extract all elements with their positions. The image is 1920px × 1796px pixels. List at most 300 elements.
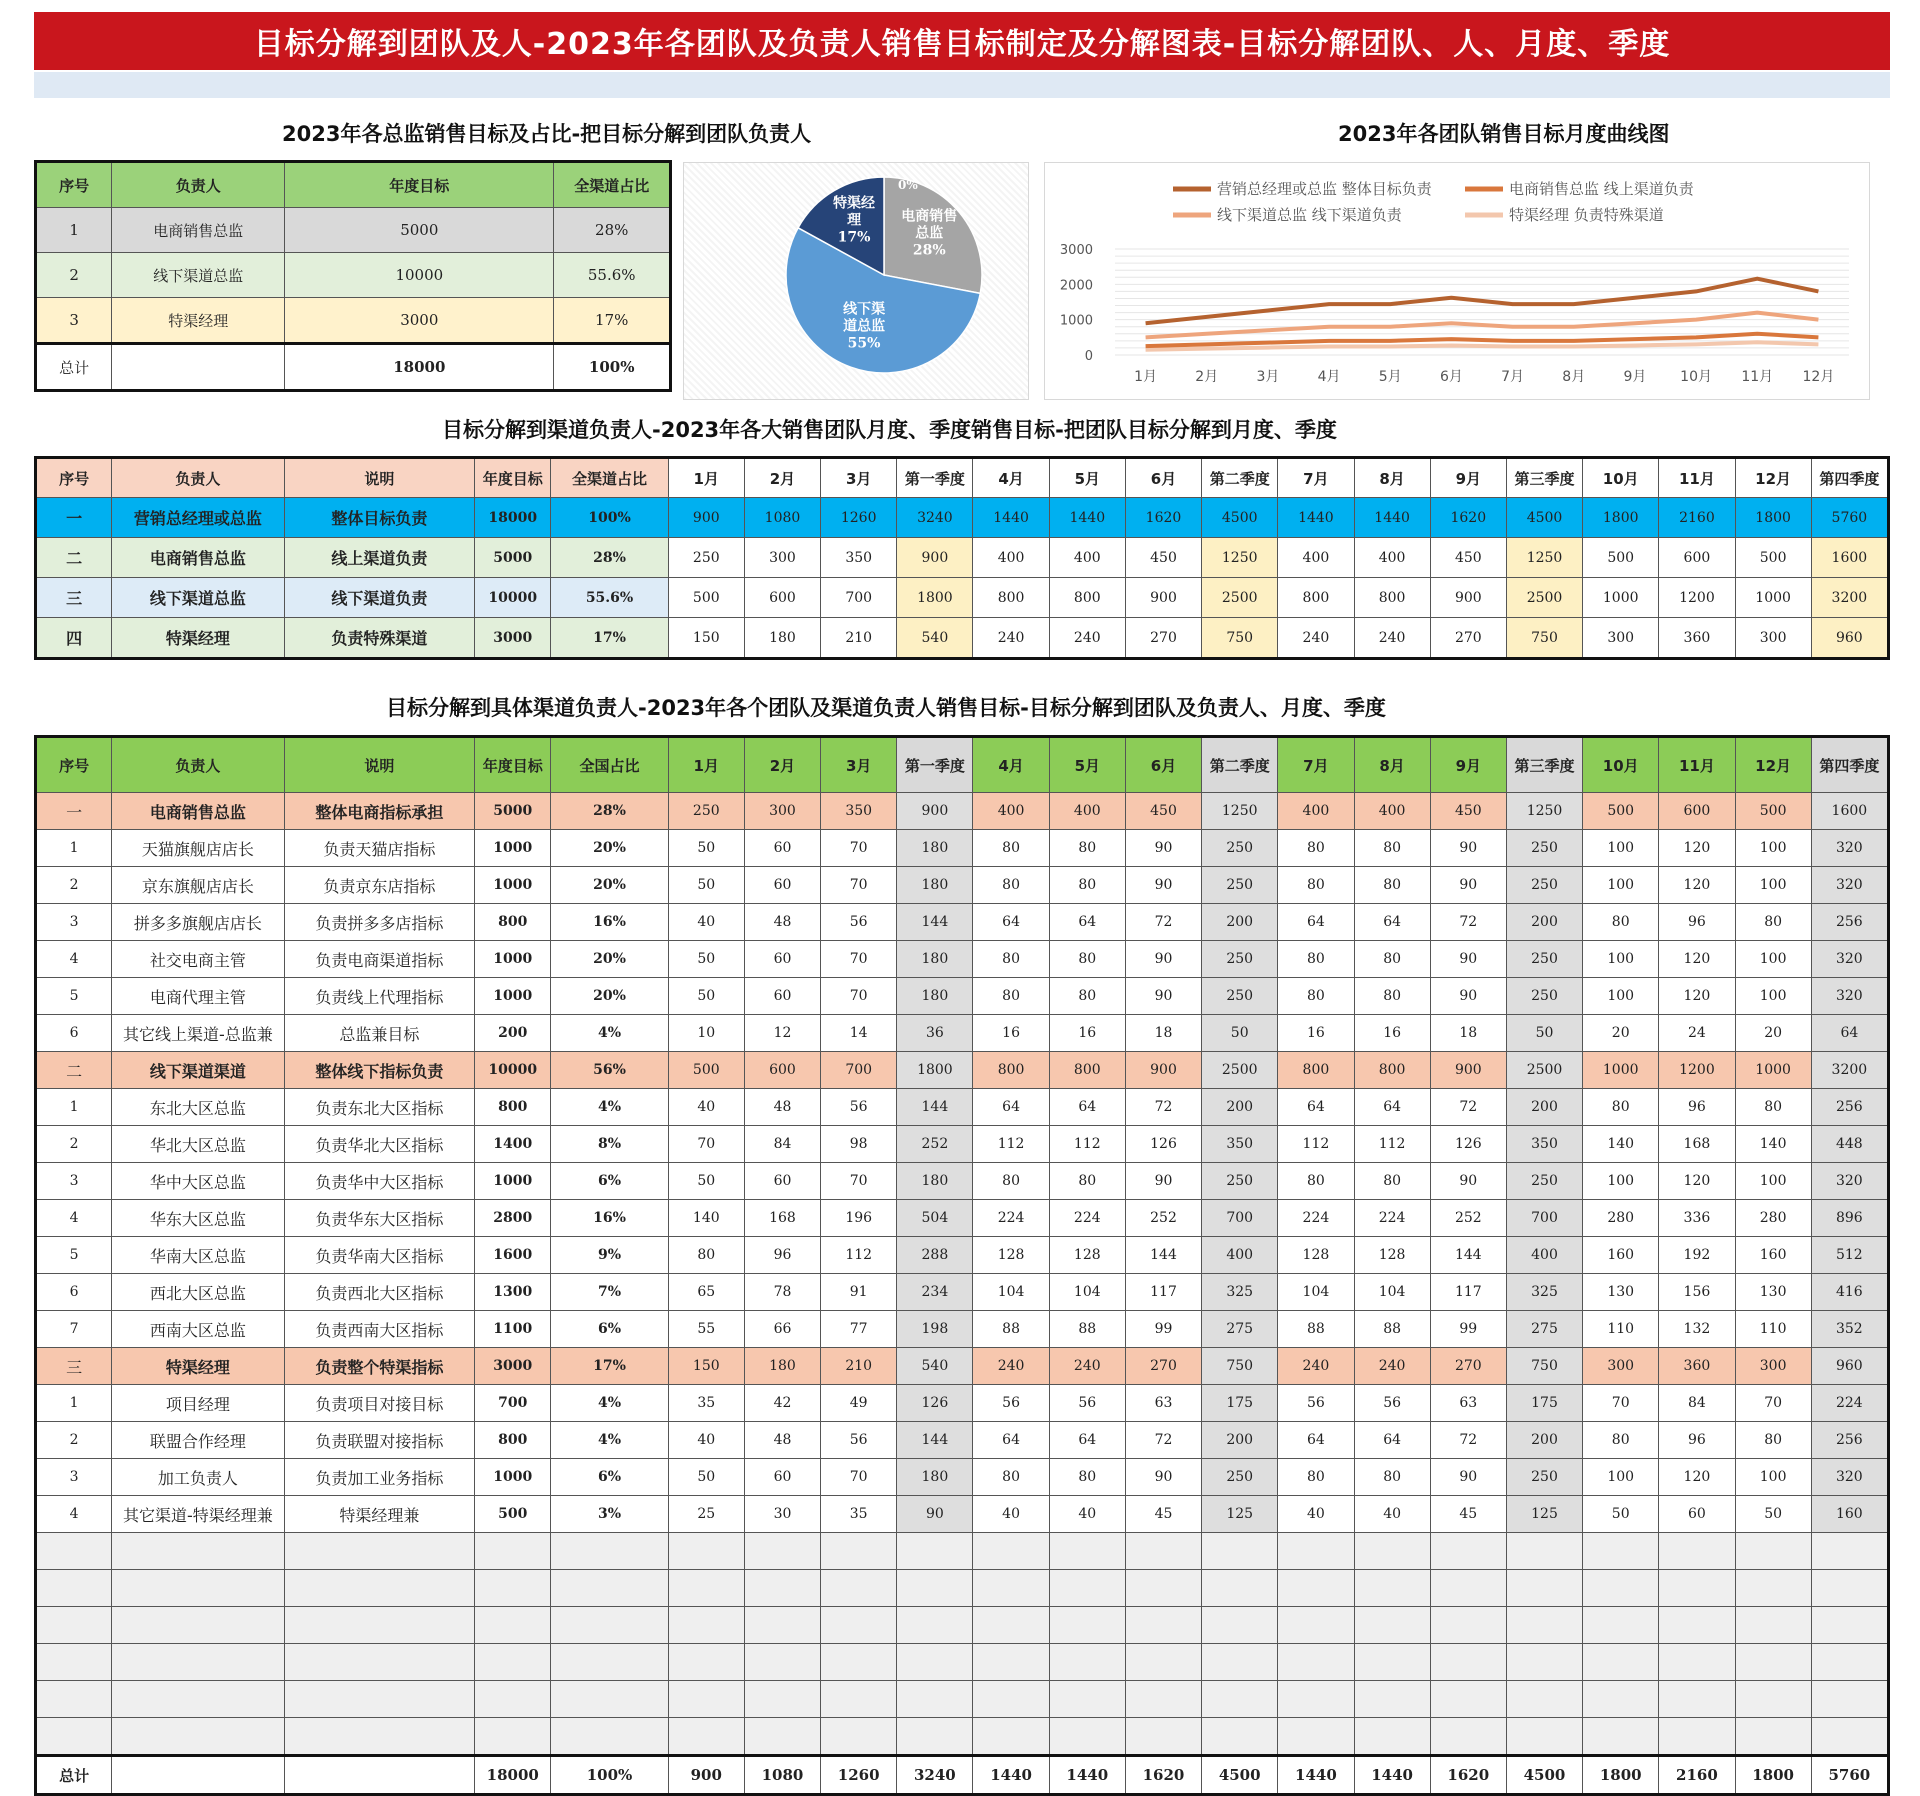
detail-cell: 36 (897, 1015, 973, 1052)
detail-cell: 800 (973, 1052, 1049, 1089)
empty-cell (897, 1644, 973, 1681)
detail-total-cell: 18000 (475, 1756, 551, 1795)
detail-cell: 72 (1430, 1089, 1506, 1126)
team-cell: 400 (1354, 538, 1430, 578)
x-tick-label: 5月 (1378, 369, 1402, 385)
detail-cell: 210 (821, 1348, 897, 1385)
detail-header-cell: 4月 (973, 737, 1049, 793)
detail-empty-row (36, 1681, 1889, 1718)
detail-cell: 66 (744, 1311, 820, 1348)
detail-cell: 28% (551, 793, 668, 830)
detail-cell: 280 (1735, 1200, 1811, 1237)
detail-group-row (36, 1052, 1889, 1089)
summary-row (36, 208, 671, 253)
team-cell: 2160 (1659, 498, 1735, 538)
empty-cell (1811, 1570, 1888, 1607)
detail-cell: 112 (973, 1126, 1049, 1163)
team-header-cell: 1月 (668, 458, 744, 498)
detail-cell: 120 (1659, 978, 1735, 1015)
team-cell: 电商销售总监 (112, 538, 284, 578)
detail-cell: 6 (36, 1015, 112, 1052)
detail-cell: 250 (1506, 830, 1582, 867)
team-cell: 800 (973, 578, 1049, 618)
detail-cell: 1000 (475, 1459, 551, 1496)
detail-cell: 150 (668, 1348, 744, 1385)
detail-cell: 华东大区总监 (112, 1200, 284, 1237)
detail-cell: 72 (1125, 1422, 1201, 1459)
detail-cell: 126 (1125, 1126, 1201, 1163)
detail-header-cell: 1月 (668, 737, 744, 793)
detail-cell: 16 (1354, 1015, 1430, 1052)
detail-cell: 70 (1735, 1385, 1811, 1422)
summary-total-ratio: 100% (554, 344, 671, 391)
detail-cell: 10000 (475, 1052, 551, 1089)
detail-cell: 700 (1506, 1200, 1582, 1237)
detail-cell: 京东旗舰店店长 (112, 867, 284, 904)
detail-cell: 3 (36, 1163, 112, 1200)
detail-total-cell: 1800 (1583, 1756, 1659, 1795)
detail-cell: 300 (1735, 1348, 1811, 1385)
detail-cell: 1 (36, 1089, 112, 1126)
pie-slice-label: 特渠经理 17% (833, 195, 876, 246)
detail-cell: 80 (973, 978, 1049, 1015)
team-cell: 450 (1430, 538, 1506, 578)
detail-cell: 98 (821, 1126, 897, 1163)
detail-cell: 60 (744, 978, 820, 1015)
detail-cell: 16 (1049, 1015, 1125, 1052)
detail-cell: 80 (973, 1459, 1049, 1496)
team-cell: 1600 (1811, 538, 1888, 578)
detail-cell: 132 (1659, 1311, 1735, 1348)
detail-cell: 100 (1735, 830, 1811, 867)
empty-cell (973, 1644, 1049, 1681)
detail-cell: 100 (1735, 978, 1811, 1015)
detail-row (36, 904, 1889, 941)
detail-header-cell: 年度目标 (475, 737, 551, 793)
detail-cell: 50 (1202, 1015, 1278, 1052)
detail-header-cell: 3月 (821, 737, 897, 793)
detail-cell: 其它渠道-特渠经理兼 (112, 1496, 284, 1533)
detail-cell: 30 (744, 1496, 820, 1533)
detail-cell: 1250 (1202, 793, 1278, 830)
team-cell: 1440 (1354, 498, 1430, 538)
detail-cell: 350 (1506, 1126, 1582, 1163)
detail-cell: 72 (1430, 904, 1506, 941)
team-cell: 240 (1354, 618, 1430, 659)
summary-title: 2023年各总监销售目标及占比-把目标分解到团队负责人 (282, 122, 812, 146)
empty-cell (1125, 1607, 1201, 1644)
detail-cell: 80 (1278, 867, 1354, 904)
detail-cell: 128 (973, 1237, 1049, 1274)
team-cell: 负责特殊渠道 (284, 618, 475, 659)
detail-cell: 100 (1735, 867, 1811, 904)
x-tick-label: 11月 (1741, 369, 1774, 385)
empty-cell (1125, 1533, 1201, 1570)
detail-cell: 900 (1430, 1052, 1506, 1089)
detail-cell: 1000 (475, 830, 551, 867)
empty-cell (1354, 1681, 1430, 1718)
detail-cell: 400 (1049, 793, 1125, 830)
detail-cell: 4% (551, 1385, 668, 1422)
detail-cell: 负责天猫店指标 (284, 830, 475, 867)
detail-cell: 16 (973, 1015, 1049, 1052)
detail-cell: 48 (744, 1089, 820, 1126)
detail-cell: 72 (1125, 904, 1201, 941)
detail-cell: 90 (1430, 830, 1506, 867)
empty-cell (1354, 1533, 1430, 1570)
detail-cell: 500 (475, 1496, 551, 1533)
detail-cell: 49 (821, 1385, 897, 1422)
detail-cell: 120 (1659, 830, 1735, 867)
detail-cell: 896 (1811, 1200, 1888, 1237)
summary-total-target: 18000 (285, 344, 554, 391)
empty-cell (1430, 1681, 1506, 1718)
detail-cell: 400 (1354, 793, 1430, 830)
detail-cell: 负责华东大区指标 (284, 1200, 475, 1237)
detail-cell: 224 (1278, 1200, 1354, 1237)
detail-cell: 96 (1659, 1089, 1735, 1126)
detail-cell: 325 (1202, 1274, 1278, 1311)
team-header-cell: 说明 (284, 458, 475, 498)
summary-header-cell: 年度目标 (285, 162, 554, 208)
detail-cell: 华北大区总监 (112, 1126, 284, 1163)
team-header-cell: 第四季度 (1811, 458, 1888, 498)
empty-cell (36, 1644, 112, 1681)
detail-row (36, 941, 1889, 978)
detail-row (36, 1422, 1889, 1459)
detail-cell: 180 (897, 941, 973, 978)
detail-cell: 100 (1583, 941, 1659, 978)
detail-cell: 200 (1202, 1422, 1278, 1459)
detail-cell: 17% (551, 1348, 668, 1385)
detail-cell: 250 (1506, 1163, 1582, 1200)
detail-cell: 40 (668, 1089, 744, 1126)
empty-cell (1049, 1607, 1125, 1644)
team-cell: 1260 (821, 498, 897, 538)
detail-total-cell: 4500 (1202, 1756, 1278, 1795)
detail-cell: 325 (1506, 1274, 1582, 1311)
detail-cell: 40 (1049, 1496, 1125, 1533)
detail-cell: 6% (551, 1459, 668, 1496)
detail-header-cell: 负责人 (112, 737, 284, 793)
detail-cell: 700 (821, 1052, 897, 1089)
summary-seq-cell: 2 (36, 253, 112, 298)
detail-header-cell: 第三季度 (1506, 737, 1582, 793)
detail-cell: 60 (744, 867, 820, 904)
detail-cell: 西北大区总监 (112, 1274, 284, 1311)
detail-cell: 128 (1049, 1237, 1125, 1274)
detail-cell: 112 (821, 1237, 897, 1274)
empty-cell (821, 1644, 897, 1681)
detail-cell: 1600 (475, 1237, 551, 1274)
detail-cell: 64 (1049, 1089, 1125, 1126)
detail-cell: 252 (1430, 1200, 1506, 1237)
detail-cell: 其它线上渠道-总监兼 (112, 1015, 284, 1052)
detail-cell: 1000 (475, 867, 551, 904)
team-row (36, 618, 1889, 659)
detail-cell: 东北大区总监 (112, 1089, 284, 1126)
detail-cell: 100 (1583, 830, 1659, 867)
detail-total-cell: 1260 (821, 1756, 897, 1795)
detail-cell: 110 (1583, 1311, 1659, 1348)
detail-row (36, 1089, 1889, 1126)
empty-cell (668, 1570, 744, 1607)
detail-cell: 80 (1049, 830, 1125, 867)
team-cell: 1000 (1735, 578, 1811, 618)
detail-cell: 192 (1659, 1237, 1735, 1274)
summary-target-cell: 3000 (285, 298, 554, 344)
detail-cell: 60 (1659, 1496, 1735, 1533)
detail-cell: 20% (551, 867, 668, 904)
detail-cell: 64 (973, 904, 1049, 941)
detail-cell: 144 (897, 1089, 973, 1126)
detail-cell: 40 (973, 1496, 1049, 1533)
detail-cell: 250 (1506, 867, 1582, 904)
detail-cell: 96 (1659, 1422, 1735, 1459)
detail-cell: 144 (897, 1422, 973, 1459)
team-cell: 2500 (1202, 578, 1278, 618)
detail-total-cell: 5760 (1811, 1756, 1888, 1795)
empty-cell (1202, 1533, 1278, 1570)
detail-cell: 80 (1049, 978, 1125, 1015)
detail-cell: 352 (1811, 1311, 1888, 1348)
team-cell: 1080 (744, 498, 820, 538)
detail-cell: 140 (1583, 1126, 1659, 1163)
detail-cell: 250 (1202, 978, 1278, 1015)
empty-cell (744, 1607, 820, 1644)
detail-cell: 168 (744, 1200, 820, 1237)
detail-cell: 1000 (1735, 1052, 1811, 1089)
team-cell: 17% (551, 618, 668, 659)
detail-total-cell: 4500 (1506, 1756, 1582, 1795)
summary-total-row (36, 344, 671, 391)
team-cell: 1800 (1735, 498, 1811, 538)
detail-cell: 70 (821, 830, 897, 867)
detail-total-cell: 1440 (1278, 1756, 1354, 1795)
empty-cell (1125, 1644, 1201, 1681)
detail-cell: 320 (1811, 978, 1888, 1015)
empty-cell (551, 1607, 668, 1644)
detail-cell: 3200 (1811, 1052, 1888, 1089)
detail-cell: 270 (1125, 1348, 1201, 1385)
team-cell: 三 (36, 578, 112, 618)
detail-cell: 100 (1735, 941, 1811, 978)
team-cell: 350 (821, 538, 897, 578)
empty-cell (1354, 1570, 1430, 1607)
team-cell: 5000 (475, 538, 551, 578)
detail-cell: 117 (1430, 1274, 1506, 1311)
page-banner: 目标分解到团队及人-2023年各团队及负责人销售目标制定及分解图表-目标分解团队、人、月度、季度 (34, 12, 1890, 70)
team-cell: 900 (1430, 578, 1506, 618)
detail-cell: 12 (744, 1015, 820, 1052)
detail-cell: 104 (1354, 1274, 1430, 1311)
detail-cell: 40 (668, 904, 744, 941)
detail-cell: 80 (973, 941, 1049, 978)
empty-cell (112, 1607, 284, 1644)
detail-cell: 224 (1811, 1385, 1888, 1422)
detail-cell: 负责西南大区指标 (284, 1311, 475, 1348)
detail-cell: 40 (668, 1422, 744, 1459)
summary-row (36, 253, 671, 298)
detail-cell: 60 (744, 941, 820, 978)
empty-cell (1811, 1607, 1888, 1644)
team-cell: 240 (973, 618, 1049, 659)
empty-cell (1354, 1644, 1430, 1681)
detail-cell: 120 (1659, 1459, 1735, 1496)
detail-cell: 80 (1735, 1089, 1811, 1126)
detail-cell: 18 (1430, 1015, 1506, 1052)
detail-cell: 196 (821, 1200, 897, 1237)
x-tick-label: 12月 (1802, 369, 1835, 385)
detail-cell: 126 (897, 1385, 973, 1422)
banner-subband (34, 72, 1890, 98)
detail-cell: 80 (1735, 904, 1811, 941)
detail-cell: 360 (1659, 1348, 1735, 1385)
empty-cell (551, 1570, 668, 1607)
team-cell: 300 (1583, 618, 1659, 659)
detail-cell: 800 (1354, 1052, 1430, 1089)
detail-cell: 56% (551, 1052, 668, 1089)
detail-empty-row (36, 1533, 1889, 1570)
empty-cell (551, 1533, 668, 1570)
detail-cell: 63 (1125, 1385, 1201, 1422)
team-cell: 55.6% (551, 578, 668, 618)
team-header-cell: 第一季度 (897, 458, 973, 498)
detail-cell: 90 (1125, 830, 1201, 867)
detail-cell: 6 (36, 1274, 112, 1311)
detail-cell: 125 (1202, 1496, 1278, 1533)
detail-cell: 3% (551, 1496, 668, 1533)
detail-cell: 负责项目对接目标 (284, 1385, 475, 1422)
detail-cell: 200 (475, 1015, 551, 1052)
summary-seq-cell: 3 (36, 298, 112, 344)
detail-cell: 20% (551, 978, 668, 1015)
empty-cell (284, 1533, 475, 1570)
detail-cell: 180 (897, 867, 973, 904)
detail-cell: 88 (1278, 1311, 1354, 1348)
detail-row (36, 1311, 1889, 1348)
empty-cell (1278, 1644, 1354, 1681)
detail-cell: 总监兼目标 (284, 1015, 475, 1052)
team-header-cell: 第二季度 (1202, 458, 1278, 498)
detail-header-cell: 5月 (1049, 737, 1125, 793)
team-header-cell: 2月 (744, 458, 820, 498)
empty-cell (1735, 1570, 1811, 1607)
summary-target-cell: 10000 (285, 253, 554, 298)
detail-cell: 80 (1354, 830, 1430, 867)
empty-cell (1049, 1681, 1125, 1718)
team-cell: 1440 (1278, 498, 1354, 538)
detail-cell: 80 (1049, 1459, 1125, 1496)
detail-cell: 350 (821, 793, 897, 830)
detail-cell: 120 (1659, 941, 1735, 978)
empty-cell (1583, 1681, 1659, 1718)
detail-cell: 4% (551, 1422, 668, 1459)
detail-cell: 900 (1125, 1052, 1201, 1089)
team-cell: 2500 (1506, 578, 1582, 618)
team-cell: 1250 (1506, 538, 1582, 578)
detail-cell: 80 (1583, 1089, 1659, 1126)
detail-cell: 84 (744, 1126, 820, 1163)
detail-cell: 88 (973, 1311, 1049, 1348)
empty-cell (1583, 1570, 1659, 1607)
detail-cell: 900 (897, 793, 973, 830)
empty-cell (284, 1644, 475, 1681)
detail-cell: 336 (1659, 1200, 1735, 1237)
detail-cell: 275 (1202, 1311, 1278, 1348)
team-header-cell: 5月 (1049, 458, 1125, 498)
detail-cell: 504 (897, 1200, 973, 1237)
detail-cell: 负责电商渠道指标 (284, 941, 475, 978)
detail-total-cell: 1440 (1049, 1756, 1125, 1795)
detail-cell: 800 (475, 1089, 551, 1126)
detail-cell: 70 (821, 978, 897, 1015)
detail-cell: 500 (1583, 793, 1659, 830)
detail-row (36, 1126, 1889, 1163)
x-tick-label: 9月 (1623, 369, 1647, 385)
pie-chart-panel (683, 162, 1029, 400)
detail-cell: 5 (36, 1237, 112, 1274)
detail-total-cell: 900 (668, 1756, 744, 1795)
detail-cell: 50 (668, 978, 744, 1015)
team-cell: 240 (1278, 618, 1354, 659)
detail-cell: 特渠经理 (112, 1348, 284, 1385)
empty-cell (1125, 1570, 1201, 1607)
detail-cell: 4% (551, 1015, 668, 1052)
team-cell: 1620 (1125, 498, 1201, 538)
team-header-cell: 6月 (1125, 458, 1201, 498)
detail-cell: 168 (1659, 1126, 1735, 1163)
detail-cell: 117 (1125, 1274, 1201, 1311)
detail-total-cell: 3240 (897, 1756, 973, 1795)
team-cell: 一 (36, 498, 112, 538)
detail-cell: 整体线下指标负责 (284, 1052, 475, 1089)
detail-cell: 88 (1354, 1311, 1430, 1348)
detail-cell: 750 (1202, 1348, 1278, 1385)
team-header-cell: 7月 (1278, 458, 1354, 498)
empty-cell (744, 1533, 820, 1570)
detail-cell: 224 (1354, 1200, 1430, 1237)
detail-cell: 450 (1430, 793, 1506, 830)
empty-cell (1735, 1607, 1811, 1644)
empty-cell (284, 1607, 475, 1644)
detail-cell: 180 (897, 1459, 973, 1496)
detail-cell: 电商销售总监 (112, 793, 284, 830)
detail-cell: 80 (1354, 978, 1430, 1015)
detail-cell: 64 (1354, 1089, 1430, 1126)
empty-cell (897, 1681, 973, 1718)
pie-slice-label: 电商销售总监 28% (901, 208, 958, 259)
detail-cell: 2 (36, 1126, 112, 1163)
team-cell: 400 (973, 538, 1049, 578)
detail-cell: 112 (1049, 1126, 1125, 1163)
empty-cell (1430, 1644, 1506, 1681)
detail-cell: 56 (821, 904, 897, 941)
team-cell: 540 (897, 618, 973, 659)
empty-cell (821, 1607, 897, 1644)
empty-cell (1659, 1533, 1735, 1570)
detail-cell: 960 (1811, 1348, 1888, 1385)
detail-cell: 3000 (475, 1348, 551, 1385)
detail-cell: 80 (1278, 978, 1354, 1015)
detail-cell: 56 (821, 1089, 897, 1126)
empty-cell (36, 1607, 112, 1644)
team-cell: 4500 (1506, 498, 1582, 538)
detail-empty-row (36, 1570, 1889, 1607)
detail-cell: 40 (1354, 1496, 1430, 1533)
team-row (36, 498, 1889, 538)
empty-cell (1278, 1681, 1354, 1718)
